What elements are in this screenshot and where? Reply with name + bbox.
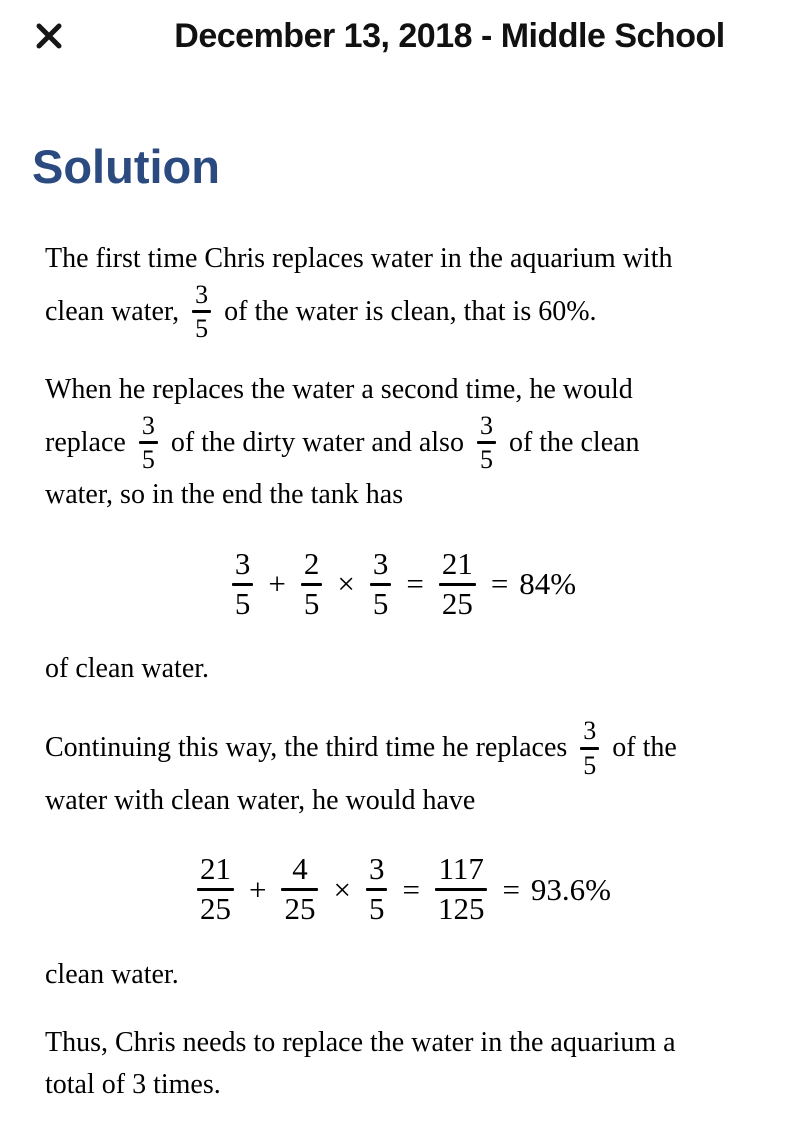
fraction-denominator: 5 [372,585,389,621]
fraction-denominator: 5 [234,585,251,621]
fraction-numerator: 21 [199,851,231,887]
operator: × [333,871,351,907]
operator: = [502,871,520,907]
fraction-bar [477,441,496,444]
fraction-denominator: 25 [199,891,231,927]
solution-content [45,238,759,1106]
fraction-denominator: 5 [583,750,597,780]
fraction [139,411,158,474]
header [0,0,799,68]
fraction [197,852,234,926]
text-run: of the water is clean, that is 60%. [217,295,597,327]
fraction-denominator: 25 [284,891,316,927]
fraction-denominator: 25 [441,585,473,621]
close-button[interactable] [33,20,65,52]
operator: + [248,871,267,907]
text-run: 84% [519,566,577,602]
fraction [435,852,488,926]
text-line [45,954,759,996]
text-run: of clean water. [45,653,210,685]
fraction [477,411,496,474]
fraction-numerator: 3 [368,851,385,887]
paragraph-2 [45,369,759,516]
fraction-denominator: 5 [479,445,493,475]
fraction-denominator: 125 [437,891,485,927]
fraction-numerator: 21 [441,546,473,582]
text-run: When he replaces the water a second time, he would [45,374,633,406]
text-run: 93.6% [530,871,611,907]
fraction-numerator: 3 [234,546,251,582]
text-run: of the [605,732,677,764]
fraction-denominator: 5 [195,314,209,344]
text-line [45,1022,759,1064]
text-run: clean water. [45,958,179,990]
fraction-denominator: 5 [141,445,155,475]
fraction-numerator: 3 [195,280,209,310]
close-button-area [0,20,100,52]
operator: × [337,566,355,602]
fraction-numerator: 2 [303,546,320,582]
operator: = [402,871,420,907]
fraction [281,852,318,926]
fraction-denominator: 5 [303,585,320,621]
fraction-denominator: 5 [368,891,385,927]
text-line [45,716,759,779]
page-title: December 13, 2018 - Middle School [174,16,725,55]
fraction-bar [580,747,599,750]
fraction [232,547,254,621]
operator: = [490,566,509,602]
operator: = [406,566,424,602]
paragraph-3 [45,716,759,821]
fraction-numerator: 3 [479,411,493,441]
text-run: water with clean water, he would have [45,784,476,816]
fraction [439,547,476,621]
equation-line [45,852,759,928]
paragraph-2-end [45,648,759,690]
fraction-numerator: 3 [583,716,597,746]
fraction-bar [139,441,158,444]
text-run: total of 3 times. [45,1068,221,1100]
equation-line [45,546,759,622]
fraction [192,280,211,343]
text-run: of the dirty water and also [163,426,471,458]
solution-heading: Solution [32,140,220,193]
text-line [45,280,759,343]
equation-2 [45,852,759,928]
fraction-numerator: 3 [141,411,155,441]
text-run: The first time Chris replaces water in the aquarium with [45,243,673,275]
text-run: water, so in the end the tank has [45,479,404,511]
paragraph-3-end [45,954,759,996]
close-icon [33,20,65,52]
fraction [366,852,388,926]
fraction [580,716,599,779]
fraction-numerator: 4 [292,851,308,887]
text-run: clean water, [45,295,187,327]
text-line [45,369,759,411]
text-run: Thus, Chris needs to replace the water in the aquarium a [45,1026,676,1058]
text-line [45,1064,759,1106]
fraction-bar [192,310,211,313]
fraction-numerator: 3 [372,546,389,582]
paragraph-1 [45,238,759,343]
fraction [301,547,323,621]
equation-1 [45,546,759,622]
text-run: Continuing this way, the third time he replaces [45,732,575,764]
fraction-numerator: 117 [438,851,484,887]
text-line [45,648,759,690]
paragraph-4 [45,1022,759,1106]
text-run: of the clean [501,426,640,458]
text-line [45,411,759,474]
fraction [370,547,392,621]
operator: + [268,566,286,602]
text-line [45,238,759,280]
text-line [45,780,759,822]
text-run: replace [45,426,133,458]
text-line [45,474,759,516]
